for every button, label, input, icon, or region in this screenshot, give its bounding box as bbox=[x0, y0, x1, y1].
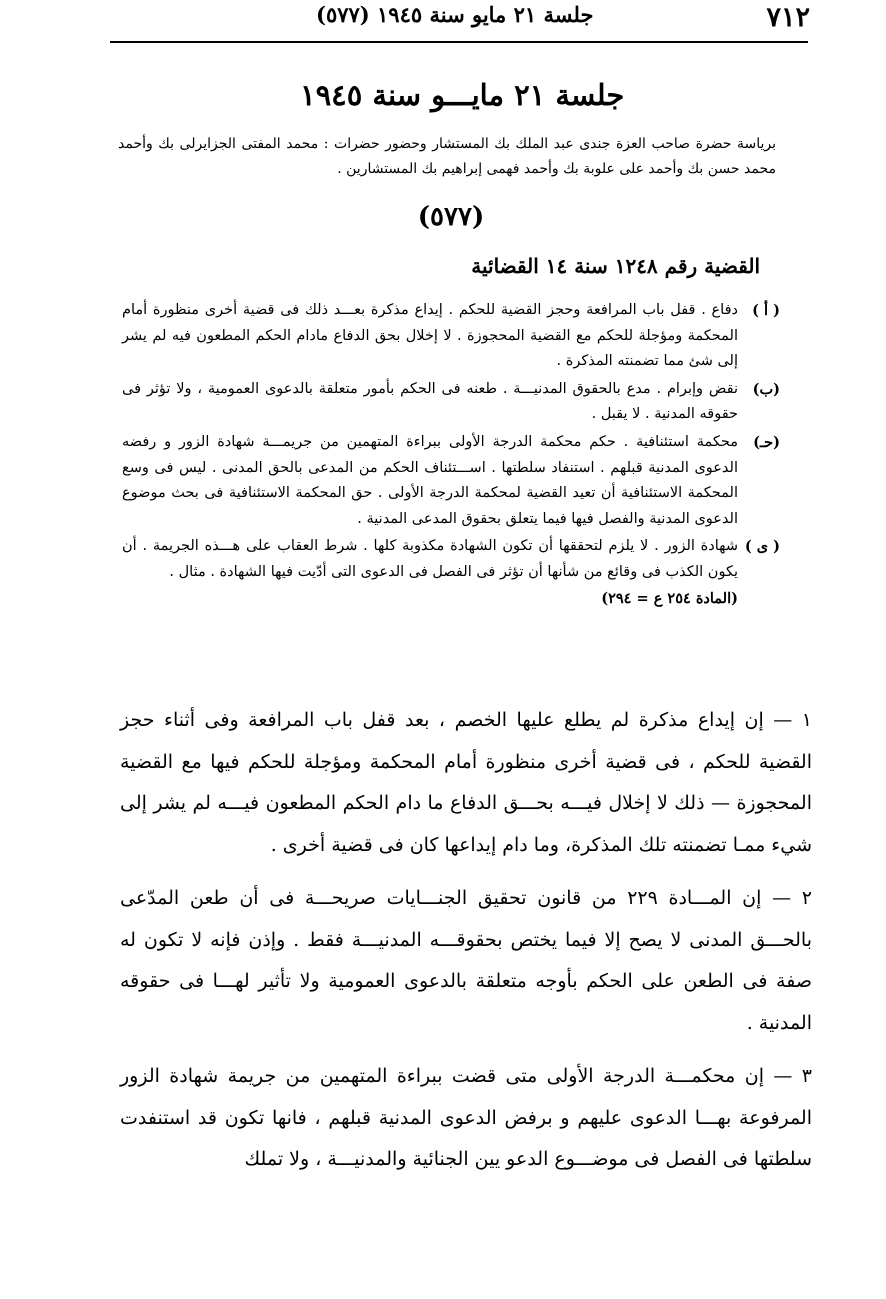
case-reference: القضية رقم ١٢٤٨ سنة ١٤ القضائية bbox=[471, 254, 760, 278]
summaries-list bbox=[122, 298, 780, 613]
principle-paragraph: ٢ — إن المـــادة ٢٢٩ من قانون تحقيق الجنـــايات صريحـــة فى أن طعن المدّعى بالحـــق المدنى لا يصح إلا فيما يختص بحقوقـــه المدنيـــة فقط . وإذن فإنه لا تكون له صفة فى الطعن على الحكم بأوجه متعلقة بالدعوى العمومية ولا تأثير لهـــا فى حقوقه المدنية . bbox=[120, 887, 812, 1034]
summary-letter: ( أ ) bbox=[752, 302, 780, 319]
summary-letter: ( ى ) bbox=[744, 538, 780, 556]
presidency-paragraph: برياسة حضرة صاحب العزة جندى عبد الملك بك المستشار وحضور حضرات : محمد المفتى الجزايرلى بك وأحمد محمد حسن بك وأحمد على علوبة بك وأحمد فهمى إبراهيم بك المستشارين . bbox=[118, 136, 776, 177]
case-number: (٥٧٧) bbox=[417, 202, 485, 232]
summary-body bbox=[122, 534, 738, 611]
summary-text: دفاع . قفل باب المرافعة وحجز القضية للحكم . إيداع مذكرة بعـــد ذلك فى قضية أخرى منظورة أمام المحكمة ومؤجلة للحكم مع القضية المحجوزة . لا إخلال بحق الدفاع مادام الحكم المطعون فيه لم يشر إلى شئ مما تضمنته المذكرة . bbox=[122, 302, 738, 370]
page-number: ٧١٢ bbox=[766, 2, 810, 33]
summary-item bbox=[122, 298, 780, 375]
summary-item bbox=[122, 430, 780, 532]
principle-paragraph: ٣ — إن محكمـــة الدرجة الأولى متى قضت ببراءة المتهمين من جريمة شهادة الزور المرفوعة بهـــا الدعوى عليهم و برفض الدعوى المدنية قبلهم ، فانها تكون قد استنفدت سلطتها فى الفصل فى موضـــوع الدعو يين الجنائية والمدنيـــة ، ولا تملك bbox=[120, 1065, 812, 1170]
summary-text: محكمة استئنافية . حكم محكمة الدرجة الأولى ببراءة المتهمين من جريمـــة شهادة الزور و رفضه الدعوى المدنية قبلهم . استنفاد سلطتها . اســـتئناف الحكم من المدعى بالحق المدنى . ليس فى وسع المحكمة الاستئنافية أن تعيد القضية لمحكمة الدرجة الأولى . حق المحكمة الاستئنافية فى بحث موضوع الدعوى المدنية والفصل فيها فيما يتعلق بحقوق المدعى المدنية . bbox=[122, 433, 738, 527]
summary-letter: (ب) bbox=[752, 380, 780, 398]
summary-item bbox=[122, 377, 780, 428]
summary-text: شهادة الزور . لا يلزم لتحققها أن تكون الشهادة مكذوبة كلها . شرط العقاب على هـــذه الجريمة . أن يكون الكذب فى وقائع من شأنها أن تؤثر فى الفصل فى الدعوى التى أدّيت فيها الشهادة . مثال . bbox=[122, 538, 738, 580]
running-header-title: جلسة ٢١ مايو سنة ١٩٤٥ (٥٧٧) bbox=[316, 2, 594, 27]
summary-letter: (حـ) bbox=[753, 433, 780, 451]
header-divider bbox=[110, 41, 808, 43]
running-header bbox=[110, 0, 810, 36]
summary-text: نقض وإبرام . مدع بالحقوق المدنيـــة . طعنه فى الحكم بأمور متعلقة بالدعوى العمومية ، ولا تؤثر فى حقوقه المدنية . لا يقبل . bbox=[122, 380, 738, 423]
session-title: جلسة ٢١ مايـــو سنة ١٩٤٥ bbox=[300, 78, 625, 112]
principles-section bbox=[120, 700, 812, 1193]
article-reference: (المادة ٢٥٤ ع = ٢٩٤) bbox=[601, 589, 738, 607]
principle-paragraph: ١ — إن إيداع مذكرة لم يطلع عليها الخصم ، بعد قفل باب المرافعة وفى أثناء حجز القضية للحكم ، فى قضية أخرى منظورة أمام المحكمة ومؤجلة للحكم فيها مع القضية المحجوزة — ذلك لا إخلال فيـــه بحـــق الدفاع ما دام الحكم المطعون فيـــه لم يشر إلى شيء ممـا تضمنته تلك المذكرة، وما دام إيداعها كان فى قضية أخرى . bbox=[120, 709, 812, 856]
summary-item bbox=[122, 534, 780, 611]
